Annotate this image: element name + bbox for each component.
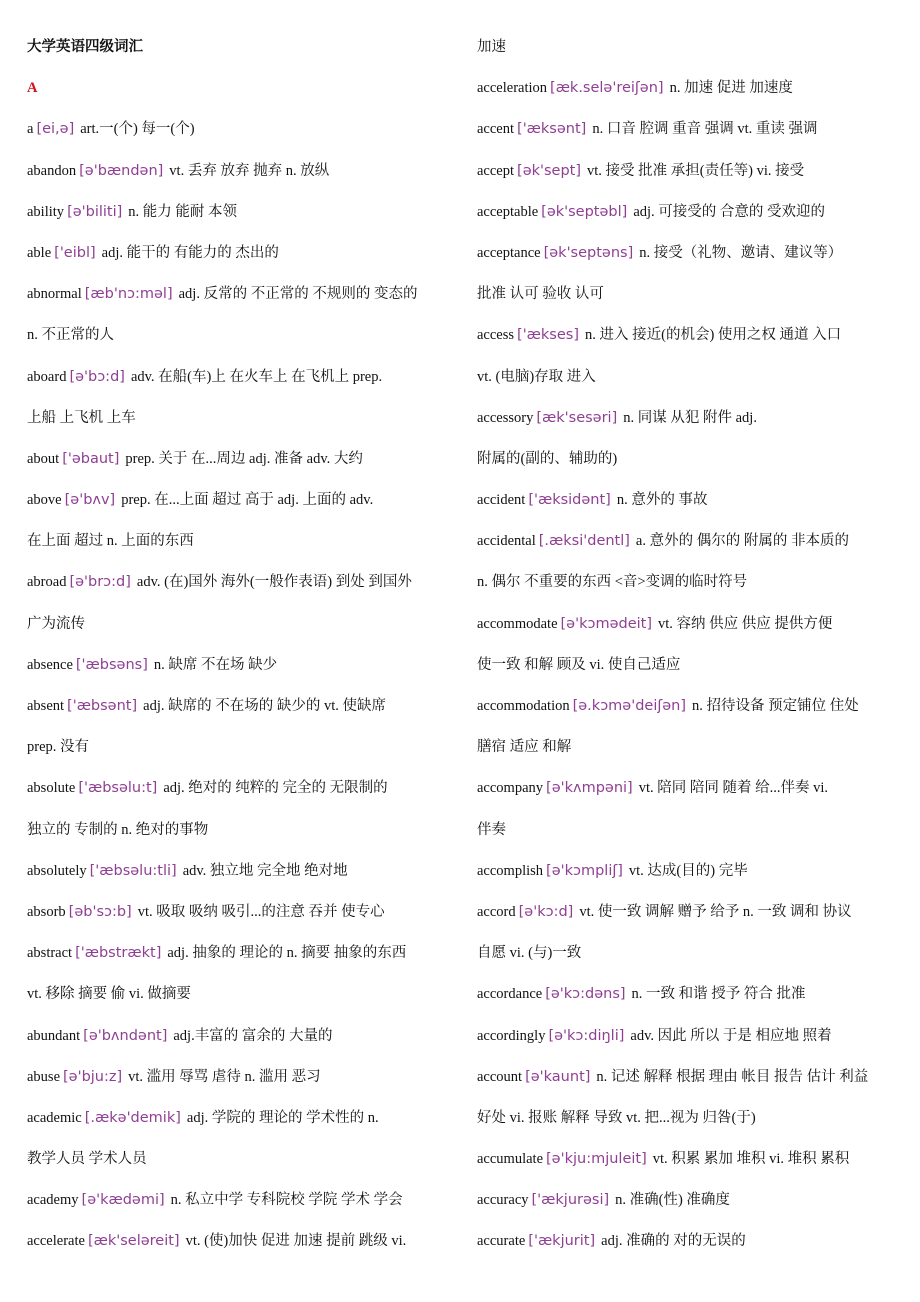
vocab-entry [27,277,447,318]
definition: 加速 [477,39,506,55]
entry-continuation [27,607,447,648]
definition: n. 缺席 不在场 缺少 [153,656,278,673]
headword: absolutely [27,862,87,879]
vocab-entry [477,1183,902,1224]
definition: adv. (在)国外 海外(一般作表语) 到处 到国外 [136,574,412,591]
definition: n. 同谋 从犯 附件 adj. [623,409,757,426]
phonetic-transcription: [ə'bʌv] [64,492,116,509]
headword: accelerate [27,1233,85,1250]
definition: vt. 达成(目的) 完毕 [628,862,748,879]
vocab-entry [477,112,902,153]
entry-continuation [477,730,902,771]
definition: adv. 在船(车)上 在火车上 在飞机上 prep. [130,368,383,385]
definition: n. 口音 腔调 重音 强调 vt. 重读 强调 [592,121,818,138]
headword: acceleration [477,80,548,97]
definition: n. 不正常的人 [27,327,114,344]
definition: 上船 上飞机 上车 [27,409,136,426]
phonetic-transcription: ['æbsəns] [75,656,148,673]
vocab-entry [477,977,902,1018]
phonetic-transcription: ['ækjurəsi] [531,1192,610,1209]
headword: able [27,244,52,261]
phonetic-transcription: ['əbaut] [62,450,120,467]
headword: abandon [27,162,77,179]
phonetic-transcription: [ə'kɔ:dəns] [545,986,626,1003]
vocab-entry [27,1019,447,1060]
definition: adj. 缺席的 不在场的 缺少的 vt. 使缺席 [143,698,387,714]
vocab-entry [477,771,902,812]
definition: prep. 在...上面 超过 高于 adj. 上面的 adv. [121,492,374,509]
definition: art.一(个) 每一(个) [80,121,195,138]
definition: adj. 可接受的 合意的 受欢迎的 [633,203,826,220]
phonetic-transcription: [ə'kɔ:d] [518,903,574,920]
headword: accumulate [477,1151,544,1168]
vocab-entry [477,1142,902,1183]
entry-continuation [27,318,447,359]
vocab-entry [477,689,902,730]
vocab-entry [27,154,447,195]
definition: 独立的 专制的 n. 绝对的事物 [27,821,209,838]
phonetic-transcription: [.æksi'dentl] [538,533,630,550]
phonetic-transcription: ['ækjurit] [528,1233,596,1250]
phonetic-transcription: [ə.kɔmə'deiʃən] [572,698,686,714]
definition: prep. 没有 [27,739,90,756]
definition: prep. 关于 在...周边 adj. 准备 adv. 大约 [125,450,363,467]
phonetic-transcription: [ə'kju:mjuleit] [546,1151,647,1168]
definition: 好处 vi. 报账 解释 导致 vt. 把...视为 归咎(于) [477,1109,756,1126]
definition: vt. (使)加快 促进 加速 提前 跳级 vi. [185,1233,407,1250]
vocab-entry [27,1101,447,1142]
definition: vt. 接受 批准 承担(责任等) vi. 接受 [587,162,805,179]
headword: aboard [27,368,67,385]
entry-continuation [477,360,902,401]
phonetic-transcription: [ə'kaunt] [525,1068,591,1085]
definition: 伴奏 [477,821,506,838]
definition: 在上面 超过 n. 上面的东西 [27,533,194,550]
section-letter: A [27,80,38,97]
definition: n. 偶尔 不重要的东西 <音>变调的临时符号 [477,574,748,591]
definition: 自愿 vi. (与)一致 [477,945,582,962]
vocab-entry [27,195,447,236]
entry-continuation [27,524,447,565]
definition: vt. 丢弃 放弃 抛弃 n. 放纵 [169,162,330,179]
headword: accurate [477,1233,526,1250]
entry-continuation [27,813,447,854]
headword: accessory [477,409,534,426]
headword: acceptable [477,203,539,220]
phonetic-transcription: ['ækses] [517,327,579,344]
entry-continuation [27,977,447,1018]
phonetic-transcription: [ə'bændən] [79,162,164,179]
vocab-entry [27,360,447,401]
vocab-entry [477,195,902,236]
entry-continuation [477,813,902,854]
headword: absence [27,656,73,673]
phonetic-transcription: [ə'kɔmpliʃ] [546,862,623,879]
vocab-entry [27,1183,447,1224]
vocab-entry [27,936,447,977]
headword: account [477,1068,523,1085]
phonetic-transcription: [ə'bʌndənt] [83,1027,168,1044]
phonetic-transcription: [æk'sesəri] [536,409,618,426]
headword: a [27,121,34,138]
definition: vt. 吸取 吸纳 吸引...的注意 吞并 使专心 [137,903,385,920]
definition: adj. 能干的 有能力的 杰出的 [101,244,279,261]
entry-continuation [477,30,902,71]
headword: accordingly [477,1027,546,1044]
phonetic-transcription: [ə'bju:z] [63,1068,123,1085]
headword: accord [477,903,516,920]
vocab-entry [27,771,447,812]
vocab-entry [477,401,902,442]
definition: n. 意外的 事故 [616,492,708,509]
phonetic-transcription: ['æksidənt] [528,492,611,509]
definition: vt. 容纳 供应 供应 提供方便 [657,615,833,632]
vocab-entry [27,689,447,730]
headword: accommodation [477,698,570,714]
headword: abundant [27,1027,81,1044]
vocab-entry [477,1019,902,1060]
headword: accompany [477,780,544,797]
definition: adj.丰富的 富余的 大量的 [173,1027,333,1044]
entry-continuation [477,936,902,977]
headword: academic [27,1109,82,1126]
phonetic-transcription: [ə'biliti] [67,203,123,220]
headword: abnormal [27,286,82,303]
left-column [27,30,447,1266]
vocab-entry [477,236,902,277]
definition: vt. 积累 累加 堆积 vi. 堆积 累积 [652,1151,850,1168]
entry-continuation [477,1101,902,1142]
phonetic-transcription: [ə'kɔmədeit] [560,615,652,632]
definition: adj. 准确的 对的无误的 [601,1233,746,1250]
vocab-entry [477,483,902,524]
phonetic-transcription: [ə'bɔ:d] [69,368,125,385]
headword: ability [27,203,65,220]
vocab-entry [27,1060,447,1101]
headword: accidental [477,533,536,550]
phonetic-transcription: [æk.selə'reiʃən] [550,80,664,97]
vocab-entry [27,895,447,936]
document-title: 大学英语四级词汇 [27,39,143,55]
phonetic-transcription: [æk'seləreit] [87,1233,180,1250]
vocab-entry [477,318,902,359]
phonetic-transcription: [ei,ə] [36,121,75,138]
definition: 使一致 和解 顾及 vi. 使自己适应 [477,656,681,673]
definition: 附属的(副的、辅助的) [477,450,618,467]
definition: n. 准确(性) 准确度 [615,1192,730,1209]
headword: access [477,327,515,344]
entry-continuation [477,648,902,689]
vocab-entry [477,607,902,648]
headword: absorb [27,903,66,920]
definition: n. 进入 接近(的机会) 使用之权 通道 入口 [585,327,842,344]
headword: accomplish [477,862,544,879]
phonetic-transcription: [ə'brɔ:d] [69,574,131,591]
right-column [477,30,902,1266]
vocab-entry [27,1224,447,1265]
definition: a. 意外的 偶尔的 附属的 非本质的 [635,533,849,550]
phonetic-transcription: [ə'kædəmi] [81,1192,165,1209]
entry-continuation [477,277,902,318]
definition: vt. 滥用 辱骂 虐待 n. 滥用 恶习 [128,1068,321,1085]
definition: n. 私立中学 专科院校 学院 学术 学会 [170,1192,403,1209]
definition: adj. 反常的 不正常的 不规则的 变态的 [178,286,418,303]
vocab-entry [477,71,902,112]
definition: vt. 陪同 陪同 随着 给...伴奏 vi. [638,780,829,797]
phonetic-transcription: [ə'kʌmpəni] [546,780,633,797]
entry-continuation [27,730,447,771]
definition: adj. 绝对的 纯粹的 完全的 无限制的 [163,780,388,797]
headword: abuse [27,1068,61,1085]
vocab-entry [27,565,447,606]
headword: accommodate [477,615,558,632]
headword: above [27,492,62,509]
phonetic-transcription: [ək'septəbl] [541,203,628,220]
phonetic-transcription: [əb'sɔ:b] [68,903,132,920]
vocab-entry [477,524,902,565]
vocab-entry [477,895,902,936]
entry-continuation [477,442,902,483]
definition: vt. 使一致 调解 赠予 给予 n. 一致 调和 协议 [579,903,852,920]
vocab-entry [477,154,902,195]
definition: vt. 移除 摘要 偷 vi. 做摘要 [27,986,191,1003]
definition: n. 接受（礼物、邀请、建议等） [639,244,843,261]
phonetic-transcription: [æb'nɔ:məl] [84,286,173,303]
definition: n. 一致 和谐 授予 符合 批准 [631,986,806,1003]
headword: accordance [477,986,543,1003]
definition: 教学人员 学术人员 [27,1151,147,1168]
headword: acceptance [477,244,541,261]
vocab-entry [27,648,447,689]
phonetic-transcription: ['eibl] [54,244,96,261]
phonetic-transcription: [ək'sept] [517,162,582,179]
definition: 广为流传 [27,615,85,632]
headword: accuracy [477,1192,529,1209]
definition: vt. (电脑)存取 进入 [477,368,596,385]
headword: absent [27,698,65,714]
definition: 批准 认可 验收 认可 [477,286,604,303]
entry-continuation [27,1142,447,1183]
definition: 膳宿 适应 和解 [477,739,572,756]
phonetic-transcription: ['æbsənt] [67,698,138,714]
vocab-entry [27,236,447,277]
definition: adj. 学院的 理论的 学术性的 n. [186,1109,379,1126]
definition: n. 能力 能耐 本领 [128,203,238,220]
vocab-entry [27,854,447,895]
vocab-entry [27,442,447,483]
vocab-entry [477,1224,902,1265]
phonetic-transcription: [.ækə'demik] [84,1109,181,1126]
vocab-entry [27,112,447,153]
vocab-entry [477,854,902,895]
headword: accept [477,162,515,179]
vocab-entry [477,1060,902,1101]
definition: adv. 独立地 完全地 绝对地 [182,862,348,879]
phonetic-transcription: ['æbsəlu:tli] [89,862,177,879]
headword: abroad [27,574,67,591]
headword: academy [27,1192,79,1209]
definition: n. 招待设备 预定铺位 住处 [691,698,859,714]
phonetic-transcription: ['æksənt] [517,121,587,138]
phonetic-transcription: ['æbsəlu:t] [78,780,158,797]
definition: adj. 抽象的 理论的 n. 摘要 抽象的东西 [167,945,407,962]
phonetic-transcription: ['æbstrækt] [75,945,162,962]
phonetic-transcription: [ək'septəns] [543,244,634,261]
definition: n. 加速 促进 加速度 [669,80,793,97]
headword: about [27,450,60,467]
entry-continuation [477,565,902,606]
headword: absolute [27,780,76,797]
headword: accident [477,492,526,509]
phonetic-transcription: [ə'kɔ:diŋli] [548,1027,625,1044]
headword: abstract [27,945,73,962]
headword: accent [477,121,515,138]
vocab-entry [27,483,447,524]
definition: n. 记述 解释 根据 理由 帐目 报告 估计 利益 [596,1068,869,1085]
entry-continuation [27,401,447,442]
definition: adv. 因此 所以 于是 相应地 照着 [630,1027,832,1044]
